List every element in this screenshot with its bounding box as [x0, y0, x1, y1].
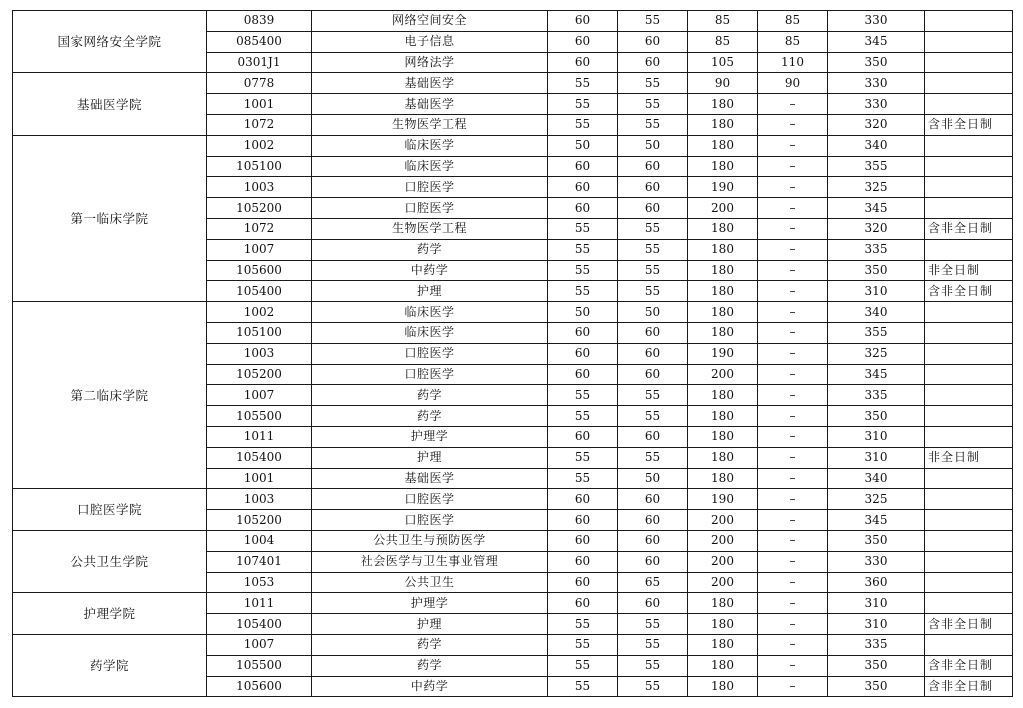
politics-score-cell: 60 [548, 426, 618, 447]
remark-cell [925, 572, 1013, 593]
subject-one-score-cell: 180 [688, 614, 758, 635]
remark-cell [925, 426, 1013, 447]
program-code-cell: 1002 [207, 302, 312, 323]
remark-cell [925, 489, 1013, 510]
politics-score-cell: 60 [548, 156, 618, 177]
politics-score-cell: 60 [548, 364, 618, 385]
subject-one-score-cell: 180 [688, 156, 758, 177]
total-score-cell: 360 [828, 572, 925, 593]
foreign-language-score-cell: 60 [618, 530, 688, 551]
total-score-cell: 310 [828, 281, 925, 302]
subject-one-score-cell: 190 [688, 177, 758, 198]
remark-cell: 含非全日制 [925, 281, 1013, 302]
college-name-cell: 公共卫生学院 [13, 530, 207, 592]
subject-one-score-cell: 180 [688, 676, 758, 697]
politics-score-cell: 55 [548, 239, 618, 260]
program-code-cell: 105400 [207, 447, 312, 468]
table-row [13, 73, 1013, 94]
total-score-cell: 330 [828, 11, 925, 32]
foreign-language-score-cell: 55 [618, 676, 688, 697]
politics-score-cell: 55 [548, 614, 618, 635]
foreign-language-score-cell: 55 [618, 406, 688, 427]
subject-one-score-cell: 200 [688, 364, 758, 385]
subject-two-score-cell: – [758, 343, 828, 364]
subject-two-score-cell: – [758, 302, 828, 323]
major-name-cell: 口腔医学 [312, 343, 548, 364]
subject-one-score-cell: 180 [688, 406, 758, 427]
remark-cell [925, 198, 1013, 219]
program-code-cell: 0301J1 [207, 52, 312, 73]
remark-cell: 非全日制 [925, 447, 1013, 468]
major-name-cell: 药学 [312, 634, 548, 655]
foreign-language-score-cell: 60 [618, 156, 688, 177]
subject-two-score-cell: 85 [758, 11, 828, 32]
politics-score-cell: 60 [548, 551, 618, 572]
remark-cell [925, 364, 1013, 385]
foreign-language-score-cell: 55 [618, 114, 688, 135]
politics-score-cell: 60 [548, 593, 618, 614]
subject-one-score-cell: 105 [688, 52, 758, 73]
subject-two-score-cell: – [758, 406, 828, 427]
remark-cell [925, 634, 1013, 655]
foreign-language-score-cell: 55 [618, 634, 688, 655]
subject-two-score-cell: – [758, 281, 828, 302]
total-score-cell: 350 [828, 676, 925, 697]
remark-cell: 非全日制 [925, 260, 1013, 281]
subject-one-score-cell: 200 [688, 530, 758, 551]
subject-one-score-cell: 180 [688, 447, 758, 468]
politics-score-cell: 55 [548, 114, 618, 135]
college-name-cell: 基础医学院 [13, 73, 207, 135]
politics-score-cell: 55 [548, 218, 618, 239]
politics-score-cell: 60 [548, 177, 618, 198]
program-code-cell: 1072 [207, 114, 312, 135]
politics-score-cell: 55 [548, 634, 618, 655]
remark-cell [925, 322, 1013, 343]
program-code-cell: 105100 [207, 156, 312, 177]
subject-two-score-cell: – [758, 114, 828, 135]
subject-two-score-cell: – [758, 94, 828, 115]
program-code-cell: 1003 [207, 343, 312, 364]
major-name-cell: 公共卫生与预防医学 [312, 530, 548, 551]
major-name-cell: 药学 [312, 406, 548, 427]
program-code-cell: 1003 [207, 489, 312, 510]
remark-cell: 含非全日制 [925, 614, 1013, 635]
remark-cell [925, 135, 1013, 156]
program-code-cell: 1053 [207, 572, 312, 593]
remark-cell [925, 406, 1013, 427]
subject-one-score-cell: 180 [688, 593, 758, 614]
remark-cell [925, 73, 1013, 94]
total-score-cell: 320 [828, 218, 925, 239]
politics-score-cell: 55 [548, 281, 618, 302]
subject-one-score-cell: 85 [688, 11, 758, 32]
college-name-cell: 口腔医学院 [13, 489, 207, 531]
program-code-cell: 105100 [207, 322, 312, 343]
remark-cell [925, 385, 1013, 406]
major-name-cell: 护理学 [312, 593, 548, 614]
foreign-language-score-cell: 50 [618, 135, 688, 156]
college-name-cell: 第一临床学院 [13, 135, 207, 301]
remark-cell [925, 52, 1013, 73]
politics-score-cell: 60 [548, 343, 618, 364]
subject-two-score-cell: – [758, 676, 828, 697]
politics-score-cell: 55 [548, 73, 618, 94]
politics-score-cell: 55 [548, 676, 618, 697]
major-name-cell: 中药学 [312, 260, 548, 281]
total-score-cell: 310 [828, 426, 925, 447]
total-score-cell: 330 [828, 94, 925, 115]
table-row [13, 302, 1013, 323]
program-code-cell: 0778 [207, 73, 312, 94]
subject-one-score-cell: 180 [688, 385, 758, 406]
remark-cell [925, 593, 1013, 614]
major-name-cell: 护理 [312, 281, 548, 302]
remark-cell [925, 156, 1013, 177]
total-score-cell: 345 [828, 510, 925, 531]
college-name-cell: 国家网络安全学院 [13, 11, 207, 73]
total-score-cell: 330 [828, 551, 925, 572]
politics-score-cell: 60 [548, 489, 618, 510]
program-code-cell: 1007 [207, 634, 312, 655]
foreign-language-score-cell: 60 [618, 31, 688, 52]
major-name-cell: 网络空间安全 [312, 11, 548, 32]
program-code-cell: 1007 [207, 385, 312, 406]
total-score-cell: 345 [828, 31, 925, 52]
major-name-cell: 基础医学 [312, 94, 548, 115]
subject-two-score-cell: 90 [758, 73, 828, 94]
major-name-cell: 公共卫生 [312, 572, 548, 593]
foreign-language-score-cell: 60 [618, 343, 688, 364]
subject-one-score-cell: 180 [688, 114, 758, 135]
major-name-cell: 护理学 [312, 426, 548, 447]
foreign-language-score-cell: 55 [618, 447, 688, 468]
subject-two-score-cell: – [758, 489, 828, 510]
major-name-cell: 口腔医学 [312, 198, 548, 219]
remark-cell [925, 11, 1013, 32]
table-body [13, 11, 1013, 697]
program-code-cell: 1002 [207, 135, 312, 156]
total-score-cell: 350 [828, 406, 925, 427]
table-row [13, 530, 1013, 551]
total-score-cell: 355 [828, 322, 925, 343]
politics-score-cell: 60 [548, 530, 618, 551]
subject-one-score-cell: 200 [688, 198, 758, 219]
politics-score-cell: 60 [548, 52, 618, 73]
subject-two-score-cell: – [758, 593, 828, 614]
politics-score-cell: 60 [548, 510, 618, 531]
program-code-cell: 105200 [207, 198, 312, 219]
foreign-language-score-cell: 60 [618, 426, 688, 447]
major-name-cell: 生物医学工程 [312, 218, 548, 239]
program-code-cell: 105400 [207, 281, 312, 302]
politics-score-cell: 55 [548, 447, 618, 468]
foreign-language-score-cell: 60 [618, 322, 688, 343]
major-name-cell: 网络法学 [312, 52, 548, 73]
subject-one-score-cell: 190 [688, 489, 758, 510]
major-name-cell: 药学 [312, 655, 548, 676]
total-score-cell: 340 [828, 468, 925, 489]
subject-two-score-cell: – [758, 551, 828, 572]
table-row [13, 634, 1013, 655]
table-row [13, 135, 1013, 156]
major-name-cell: 临床医学 [312, 135, 548, 156]
table-row [13, 593, 1013, 614]
subject-two-score-cell: 110 [758, 52, 828, 73]
subject-one-score-cell: 180 [688, 218, 758, 239]
subject-one-score-cell: 180 [688, 135, 758, 156]
major-name-cell: 护理 [312, 614, 548, 635]
total-score-cell: 350 [828, 52, 925, 73]
subject-one-score-cell: 180 [688, 655, 758, 676]
major-name-cell: 口腔医学 [312, 510, 548, 531]
subject-two-score-cell: – [758, 364, 828, 385]
program-code-cell: 105600 [207, 260, 312, 281]
foreign-language-score-cell: 60 [618, 177, 688, 198]
subject-two-score-cell: 85 [758, 31, 828, 52]
program-code-cell: 1011 [207, 426, 312, 447]
subject-one-score-cell: 180 [688, 281, 758, 302]
subject-two-score-cell: – [758, 572, 828, 593]
program-code-cell: 1001 [207, 94, 312, 115]
subject-one-score-cell: 200 [688, 510, 758, 531]
foreign-language-score-cell: 60 [618, 551, 688, 572]
politics-score-cell: 55 [548, 94, 618, 115]
program-code-cell: 1072 [207, 218, 312, 239]
subject-two-score-cell: – [758, 156, 828, 177]
subject-two-score-cell: – [758, 510, 828, 531]
college-name-cell: 护理学院 [13, 593, 207, 635]
politics-score-cell: 60 [548, 198, 618, 219]
program-code-cell: 0839 [207, 11, 312, 32]
total-score-cell: 330 [828, 73, 925, 94]
subject-two-score-cell: – [758, 634, 828, 655]
politics-score-cell: 60 [548, 31, 618, 52]
total-score-cell: 350 [828, 260, 925, 281]
remark-cell [925, 551, 1013, 572]
politics-score-cell: 55 [548, 655, 618, 676]
remark-cell [925, 302, 1013, 323]
score-line-table [12, 10, 1013, 697]
subject-two-score-cell: – [758, 655, 828, 676]
major-name-cell: 生物医学工程 [312, 114, 548, 135]
subject-two-score-cell: – [758, 218, 828, 239]
subject-two-score-cell: – [758, 614, 828, 635]
program-code-cell: 105400 [207, 614, 312, 635]
total-score-cell: 350 [828, 655, 925, 676]
subject-two-score-cell: – [758, 135, 828, 156]
remark-cell [925, 239, 1013, 260]
foreign-language-score-cell: 60 [618, 52, 688, 73]
major-name-cell: 口腔医学 [312, 489, 548, 510]
subject-one-score-cell: 200 [688, 551, 758, 572]
foreign-language-score-cell: 55 [618, 218, 688, 239]
major-name-cell: 基础医学 [312, 468, 548, 489]
subject-two-score-cell: – [758, 530, 828, 551]
subject-two-score-cell: – [758, 198, 828, 219]
remark-cell: 含非全日制 [925, 114, 1013, 135]
total-score-cell: 335 [828, 385, 925, 406]
foreign-language-score-cell: 65 [618, 572, 688, 593]
major-name-cell: 护理 [312, 447, 548, 468]
subject-one-score-cell: 190 [688, 343, 758, 364]
total-score-cell: 340 [828, 302, 925, 323]
foreign-language-score-cell: 55 [618, 281, 688, 302]
subject-two-score-cell: – [758, 385, 828, 406]
foreign-language-score-cell: 55 [618, 94, 688, 115]
foreign-language-score-cell: 50 [618, 468, 688, 489]
politics-score-cell: 60 [548, 11, 618, 32]
program-code-cell: 1007 [207, 239, 312, 260]
politics-score-cell: 50 [548, 135, 618, 156]
total-score-cell: 310 [828, 614, 925, 635]
total-score-cell: 355 [828, 156, 925, 177]
foreign-language-score-cell: 50 [618, 302, 688, 323]
total-score-cell: 335 [828, 634, 925, 655]
politics-score-cell: 55 [548, 406, 618, 427]
subject-one-score-cell: 180 [688, 634, 758, 655]
program-code-cell: 107401 [207, 551, 312, 572]
politics-score-cell: 50 [548, 302, 618, 323]
remark-cell [925, 510, 1013, 531]
politics-score-cell: 55 [548, 260, 618, 281]
total-score-cell: 325 [828, 177, 925, 198]
remark-cell: 含非全日制 [925, 655, 1013, 676]
major-name-cell: 社会医学与卫生事业管理 [312, 551, 548, 572]
foreign-language-score-cell: 60 [618, 593, 688, 614]
remark-cell [925, 343, 1013, 364]
major-name-cell: 临床医学 [312, 322, 548, 343]
college-name-cell: 第二临床学院 [13, 302, 207, 489]
foreign-language-score-cell: 55 [618, 655, 688, 676]
foreign-language-score-cell: 60 [618, 510, 688, 531]
total-score-cell: 320 [828, 114, 925, 135]
remark-cell [925, 177, 1013, 198]
total-score-cell: 310 [828, 593, 925, 614]
foreign-language-score-cell: 60 [618, 364, 688, 385]
subject-one-score-cell: 180 [688, 322, 758, 343]
subject-one-score-cell: 85 [688, 31, 758, 52]
subject-two-score-cell: – [758, 239, 828, 260]
major-name-cell: 临床医学 [312, 156, 548, 177]
foreign-language-score-cell: 55 [618, 11, 688, 32]
program-code-cell: 1001 [207, 468, 312, 489]
foreign-language-score-cell: 60 [618, 489, 688, 510]
program-code-cell: 105500 [207, 406, 312, 427]
foreign-language-score-cell: 55 [618, 239, 688, 260]
subject-two-score-cell: – [758, 468, 828, 489]
subject-one-score-cell: 180 [688, 468, 758, 489]
total-score-cell: 325 [828, 343, 925, 364]
subject-two-score-cell: – [758, 426, 828, 447]
total-score-cell: 345 [828, 364, 925, 385]
subject-one-score-cell: 200 [688, 572, 758, 593]
foreign-language-score-cell: 60 [618, 198, 688, 219]
remark-cell: 含非全日制 [925, 218, 1013, 239]
subject-one-score-cell: 180 [688, 239, 758, 260]
total-score-cell: 340 [828, 135, 925, 156]
remark-cell [925, 468, 1013, 489]
foreign-language-score-cell: 55 [618, 614, 688, 635]
foreign-language-score-cell: 55 [618, 73, 688, 94]
program-code-cell: 1004 [207, 530, 312, 551]
remark-cell: 含非全日制 [925, 676, 1013, 697]
remark-cell [925, 94, 1013, 115]
subject-one-score-cell: 90 [688, 73, 758, 94]
politics-score-cell: 60 [548, 572, 618, 593]
politics-score-cell: 55 [548, 468, 618, 489]
subject-one-score-cell: 180 [688, 260, 758, 281]
program-code-cell: 105200 [207, 364, 312, 385]
table-row [13, 11, 1013, 32]
subject-one-score-cell: 180 [688, 426, 758, 447]
politics-score-cell: 55 [548, 385, 618, 406]
remark-cell [925, 31, 1013, 52]
subject-two-score-cell: – [758, 177, 828, 198]
program-code-cell: 085400 [207, 31, 312, 52]
major-name-cell: 口腔医学 [312, 364, 548, 385]
program-code-cell: 105500 [207, 655, 312, 676]
major-name-cell: 电子信息 [312, 31, 548, 52]
table-row [13, 489, 1013, 510]
total-score-cell: 335 [828, 239, 925, 260]
remark-cell [925, 530, 1013, 551]
program-code-cell: 1011 [207, 593, 312, 614]
college-name-cell: 药学院 [13, 634, 207, 696]
major-name-cell: 药学 [312, 385, 548, 406]
politics-score-cell: 60 [548, 322, 618, 343]
program-code-cell: 1003 [207, 177, 312, 198]
total-score-cell: 310 [828, 447, 925, 468]
foreign-language-score-cell: 55 [618, 385, 688, 406]
total-score-cell: 325 [828, 489, 925, 510]
program-code-cell: 105600 [207, 676, 312, 697]
total-score-cell: 345 [828, 198, 925, 219]
major-name-cell: 药学 [312, 239, 548, 260]
subject-two-score-cell: – [758, 447, 828, 468]
major-name-cell: 中药学 [312, 676, 548, 697]
subject-two-score-cell: – [758, 322, 828, 343]
foreign-language-score-cell: 55 [618, 260, 688, 281]
major-name-cell: 基础医学 [312, 73, 548, 94]
subject-one-score-cell: 180 [688, 94, 758, 115]
program-code-cell: 105200 [207, 510, 312, 531]
subject-two-score-cell: – [758, 260, 828, 281]
subject-one-score-cell: 180 [688, 302, 758, 323]
total-score-cell: 350 [828, 530, 925, 551]
major-name-cell: 口腔医学 [312, 177, 548, 198]
major-name-cell: 临床医学 [312, 302, 548, 323]
